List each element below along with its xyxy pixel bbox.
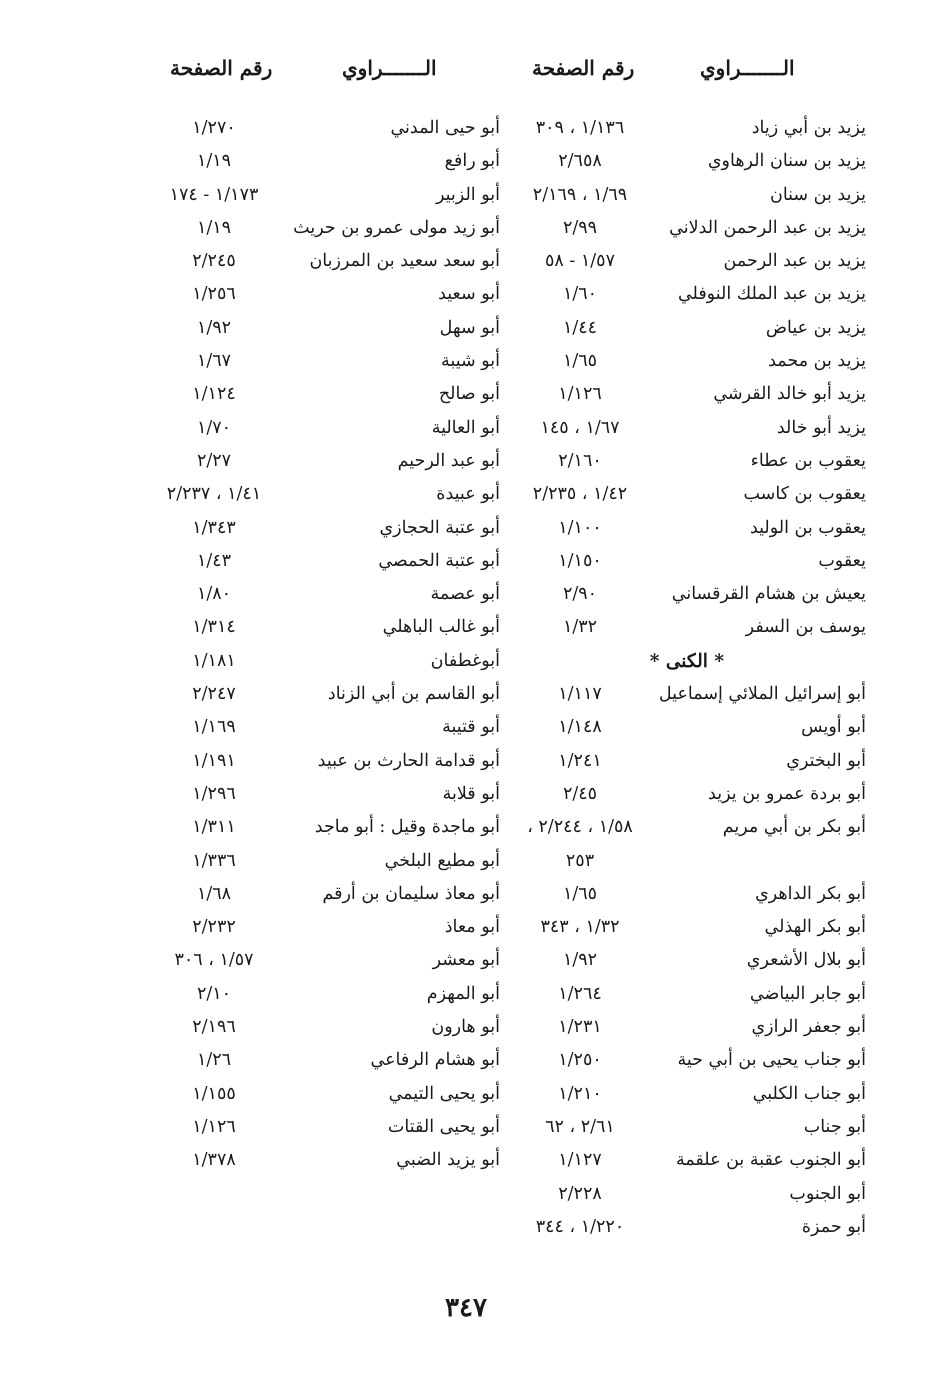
narrator-name: أبو معشر	[432, 950, 500, 971]
narrator-name: أبو الجنوب عقبة بن علقمة	[675, 1150, 866, 1171]
narrator-name: أبو معاذ سليمان بن أرقم	[322, 883, 500, 904]
index-entry	[0, 649, 932, 682]
narrator-name: أبو معاذ	[444, 917, 500, 938]
narrator-name: يزيد بن عبد الرحمن الدلاني	[669, 217, 866, 238]
index-entry	[0, 882, 932, 915]
page-reference: ١/١٢٧	[558, 1150, 602, 1171]
narrator-name: أبو عتبة الحجازي	[379, 517, 500, 538]
narrator-name: أبو جابر البياضي	[749, 983, 866, 1004]
narrator-name: أبو حمزة	[801, 1216, 866, 1237]
narrator-name: يعقوب بن كاسب	[743, 484, 866, 505]
page-reference: ١/٢١٠	[558, 1083, 602, 1104]
index-entry	[0, 1015, 932, 1048]
page-reference: ١/٢٥٠	[558, 1050, 602, 1071]
page-reference: ١/١٨١	[192, 650, 236, 671]
index-entry	[0, 1082, 932, 1115]
page-reference: ١/٣٢	[562, 617, 598, 638]
index-entry	[0, 116, 932, 149]
index-entry	[0, 282, 932, 315]
page-reference: ١/٦٨	[196, 883, 232, 904]
narrator-name: أبو قلابة	[442, 783, 500, 804]
narrator-name: أبو يحيى التيمي	[388, 1083, 500, 1104]
page-reference: ١/١٦٩	[192, 717, 236, 738]
index-entry	[0, 349, 932, 382]
page-reference: ١/٤٣	[196, 550, 232, 571]
narrator-name: أبو بكر الداهري	[755, 883, 866, 904]
narrator-name: أبو الزبير	[436, 184, 500, 205]
narrator-name: أبو سعد سعيد بن المرزبان	[309, 251, 500, 272]
narrator-name: أبو يحيى القتات	[387, 1116, 500, 1137]
narrator-name: أبو عتبة الحمصي	[378, 550, 500, 571]
page-reference: ٢/٤٥	[562, 783, 598, 804]
page-reference: ٢/١٦٠	[558, 450, 602, 471]
narrator-name: أبو قدامة الحارث بن عبيد	[317, 750, 500, 771]
narrator-name: يزيد أبو خالد القرشي	[713, 384, 866, 405]
narrator-name: أبو جعفر الرازي	[751, 1017, 866, 1038]
page-reference: ١/٣٣٦	[192, 850, 236, 871]
page-reference: ١/٤٤	[562, 317, 598, 338]
narrator-name: أبو هارون	[431, 1017, 500, 1038]
index-entry	[0, 149, 932, 182]
narrator-name: أبوغطفان	[430, 650, 500, 671]
index-entry	[0, 982, 932, 1015]
page-reference: ٢/٦١ ، ٦٢	[545, 1116, 615, 1137]
narrator-name: يعقوب	[818, 550, 866, 571]
page-reference: ١/٦٩ ، ٢/١٦٩	[532, 184, 628, 205]
page-reference: ١/٢٧٠	[192, 118, 236, 138]
narrator-name: أبو سعيد	[438, 284, 500, 305]
page-reference: ١/٦٥	[562, 883, 598, 904]
index-entry	[0, 849, 932, 882]
page-reference: ٢/٢٣٢	[192, 917, 236, 938]
narrator-name: أبو الجنوب	[789, 1183, 866, 1204]
index-entry	[0, 1182, 932, 1215]
index-entry	[0, 183, 932, 216]
index-entry	[0, 449, 932, 482]
narrator-name: أبو عبيدة	[436, 484, 500, 505]
narrator-name: أبو المهزم	[426, 983, 500, 1004]
narrator-name: أبو عصمة	[430, 584, 500, 605]
narrator-name: أبو القاسم بن أبي الزناد	[327, 684, 500, 705]
page-reference: ١/١١٧	[558, 684, 602, 705]
index-entry	[0, 316, 932, 349]
page-reference: ١/٧٠	[196, 417, 232, 438]
page-reference: ٢/٢٧	[196, 450, 232, 471]
narrator-name: أبو أويس	[801, 717, 866, 738]
narrator-name: أبو عبد الرحيم	[397, 450, 500, 471]
index-entry	[0, 1115, 932, 1148]
index-entry	[0, 815, 932, 848]
index-entry	[0, 416, 932, 449]
page-reference: ١/١٢٤	[192, 384, 236, 405]
narrator-name: أبو بردة عمرو بن يزيد	[708, 783, 866, 804]
index-entry	[0, 582, 932, 615]
index-entry	[0, 615, 932, 648]
header-left-narrator: الـــــــراوي	[342, 56, 437, 80]
index-entry	[0, 516, 932, 549]
page-reference: ٢/١٩٦	[192, 1017, 236, 1038]
narrator-name: يعقوب بن الوليد	[749, 517, 866, 538]
index-entry	[0, 749, 932, 782]
narrator-name: أبو قتيبة	[442, 717, 500, 738]
page-reference: ١/٣٤٣	[192, 517, 236, 538]
page-reference: ١/٩٢	[562, 950, 598, 971]
narrator-name: أبو شيبة	[441, 351, 500, 372]
narrator-name: يزيد بن عبد الملك النوفلي	[677, 284, 866, 305]
page-reference: ١/٥٧ - ٥٨	[545, 251, 615, 272]
narrator-name: * الكنى *	[649, 650, 724, 672]
narrator-name: يعيش بن هشام القرقساني	[671, 584, 866, 605]
page-reference: ٢٥٣	[565, 850, 595, 871]
page-reference: ١/٢٦	[196, 1050, 232, 1071]
index-entry	[0, 382, 932, 415]
page-reference: ١/١٩١	[192, 750, 236, 771]
page-reference: ١/١٢٦	[558, 384, 602, 405]
page-reference: ١/٦٥	[562, 351, 598, 372]
page-reference: ٢/٢٤٧	[192, 684, 236, 705]
narrator-name: يعقوب بن عطاء	[750, 450, 866, 471]
page-reference: ١/١٥٥	[192, 1083, 236, 1104]
narrator-name: أبو سهل	[439, 317, 500, 338]
index-entry	[0, 1215, 932, 1248]
page-reference: ١/٥٧ ، ٣٠٦	[174, 950, 254, 971]
narrator-name: أبو هشام الرفاعي	[370, 1050, 500, 1071]
narrator-name: أبو حيى المدني	[390, 118, 500, 138]
page-reference: ١/٢٦٤	[558, 983, 602, 1004]
page-reference: ١/٣٢ ، ٣٤٣	[540, 917, 620, 938]
page-reference: ١/٨٠	[196, 584, 232, 605]
page-reference: ١/١٩	[196, 151, 232, 172]
page-reference: ١/٢٩٦	[192, 783, 236, 804]
page-reference: ٢/٢٢٨	[558, 1183, 602, 1204]
page-reference: ١/٢٤١	[558, 750, 602, 771]
page-reference: ١/١٥٠	[558, 550, 602, 571]
page-reference: ١/٩٢	[196, 317, 232, 338]
page-reference: ١/٤١ ، ٢/٢٣٧	[166, 484, 262, 505]
page-reference: ٢/٩٠	[562, 584, 598, 605]
page-reference: ١/١٤٨	[558, 717, 602, 738]
narrator-name: أبو غالب الباهلي	[382, 617, 500, 638]
index-entry	[0, 715, 932, 748]
narrator-name: أبو بكر الهذلي	[764, 917, 866, 938]
page-reference: ١/٣٧٨	[192, 1150, 236, 1171]
narrator-name: أبو صالح	[438, 384, 500, 405]
index-entry	[0, 482, 932, 515]
header-left-page: رقم الصفحة	[170, 56, 273, 80]
narrator-name: يزيد بن عياض	[765, 317, 866, 338]
index-entry	[0, 249, 932, 282]
header-right-narrator: الـــــــراوي	[700, 56, 795, 80]
page-number: ٣٤٧	[445, 1293, 487, 1323]
index-entry	[0, 1048, 932, 1081]
page-reference: ١/١٩	[196, 217, 232, 238]
index-entry	[0, 1148, 932, 1181]
page-reference: ١/٢٢٠ ، ٣٤٤	[535, 1216, 625, 1237]
narrator-name: يزيد بن عبد الرحمن	[723, 251, 866, 272]
page-reference: ١/١٧٣ - ١٧٤	[169, 184, 259, 205]
page-reference: ١/٤٢ ، ٢/٢٣٥	[532, 484, 628, 505]
index-entry	[0, 682, 932, 715]
index-entry	[0, 948, 932, 981]
page-reference: ٢/٦٥٨	[558, 151, 602, 172]
narrator-name: يزيد بن سنان الرهاوي	[707, 151, 866, 172]
narrator-name: أبو ماجدة وقيل : أبو ماجد	[314, 817, 500, 838]
narrator-name: أبو بكر بن أبي مريم	[722, 817, 866, 838]
index-entry	[0, 549, 932, 582]
narrator-name: يزيد أبو خالد	[776, 417, 866, 438]
narrator-name: أبو يزيد الضبي	[396, 1150, 500, 1171]
narrator-name: يزيد بن محمد	[768, 351, 866, 372]
page-reference: ٢/٢٤٥	[192, 251, 236, 272]
narrator-name: أبو جناب	[803, 1116, 866, 1137]
header-right-page: رقم الصفحة	[532, 56, 635, 80]
narrator-name: أبو زيد مولى عمرو بن حريث	[293, 217, 500, 238]
page-reference: ١/٣١١	[192, 817, 236, 838]
narrator-name: أبو جناب الكلبي	[752, 1083, 866, 1104]
index-entry	[0, 915, 932, 948]
page-reference: ١/١٢٦	[192, 1116, 236, 1137]
page-reference: ١/١٠٠	[558, 517, 602, 538]
page-reference: ١/٦٠	[562, 284, 598, 305]
left-column	[0, 116, 932, 1182]
index-entry	[0, 782, 932, 815]
page-reference: ١/١٣٦ ، ٣٠٩	[535, 118, 625, 138]
narrator-name: أبو رافع	[444, 151, 500, 172]
narrator-name: يزيد بن سنان	[769, 184, 866, 205]
page-reference: ١/٦٧ ، ١٤٥	[540, 417, 620, 438]
narrator-name: أبو بلال الأشعري	[746, 950, 866, 971]
narrator-name: يوسف بن السفر	[745, 617, 866, 638]
narrator-name: أبو إسرائيل الملائي إسماعيل	[658, 684, 866, 705]
index-entry	[0, 216, 932, 249]
page-reference: ١/٣١٤	[192, 617, 236, 638]
page-reference: ١/٢٥٦	[192, 284, 236, 305]
narrator-name: أبو البختري	[786, 750, 866, 771]
narrator-name: أبو جناب يحيى بن أبي حية	[677, 1050, 866, 1071]
page-reference: ٢/٩٩	[562, 217, 598, 238]
narrator-name: أبو العالية	[431, 417, 500, 438]
narrator-name: أبو مطيع البلخي	[384, 850, 500, 871]
page-reference: ١/٦٧	[196, 351, 232, 372]
page-reference: ١/٥٨ ، ٢/٢٤٤ ،	[527, 817, 633, 838]
narrator-name: يزيد بن أبي زياد	[751, 118, 866, 138]
page-reference: ١/٢٣١	[558, 1017, 602, 1038]
page-reference: ٢/١٠	[196, 983, 232, 1004]
